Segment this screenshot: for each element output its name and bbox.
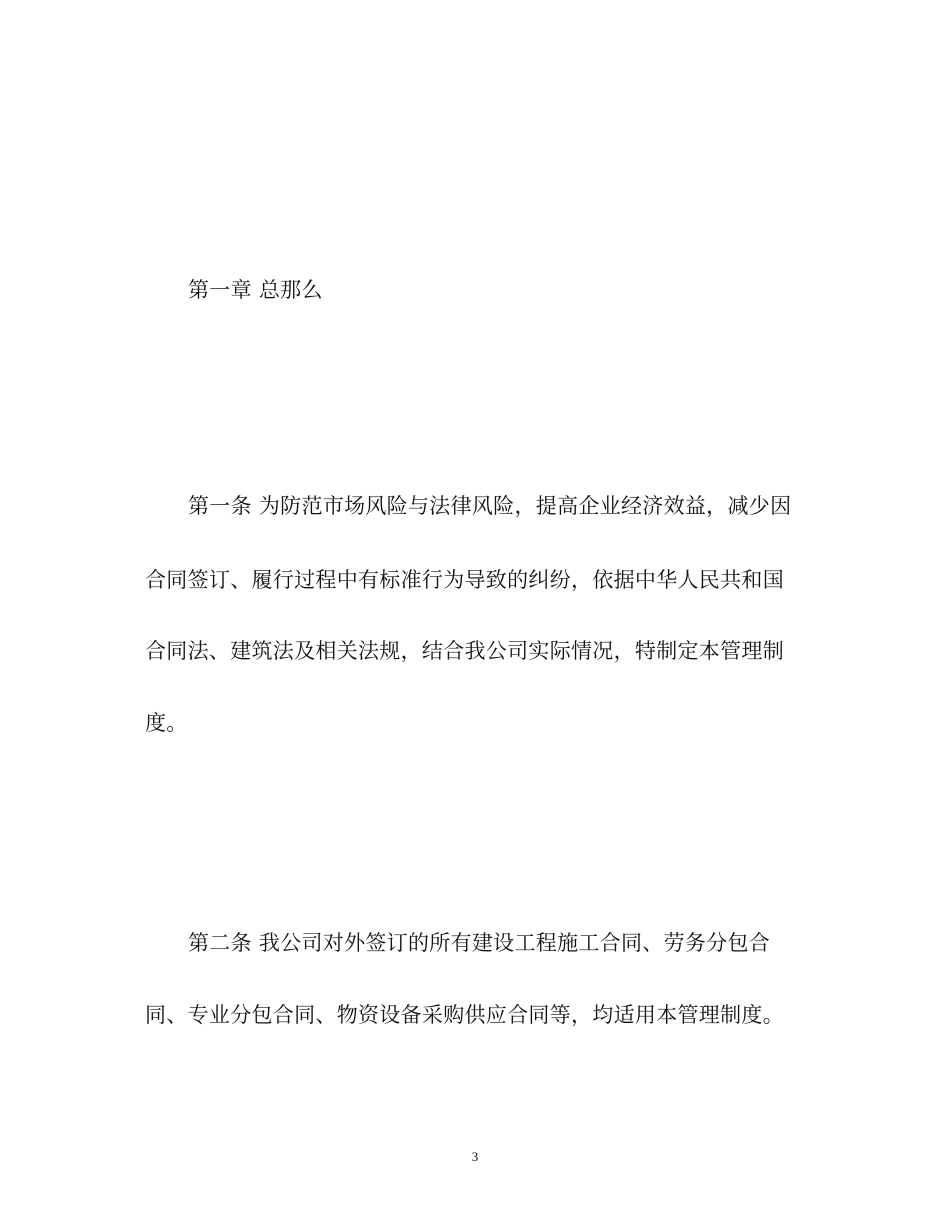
chapter-heading: 第一章 总那么 — [188, 278, 323, 302]
article-1-line: 度。 — [145, 711, 188, 735]
article-1-line: 合同签订、履行过程中有标准行为导致的纠纷，依据中华人民共和国 — [145, 568, 784, 592]
article-2-line: 同、专业分包合同、物资设备采购供应合同等，均适用本管理制度。 — [145, 1003, 784, 1027]
article-1-line: 合同法、建筑法及相关法规，结合我公司实际情况，特制定本管理制 — [145, 639, 784, 663]
article-2-line: 第二条 我公司对外签订的所有建设工程施工合同、劳务分包合 — [188, 931, 771, 955]
article-1-line: 第一条 为防范市场风险与法律风险，提高企业经济效益，减少因 — [188, 494, 792, 518]
page-number: 3 — [471, 1149, 479, 1164]
